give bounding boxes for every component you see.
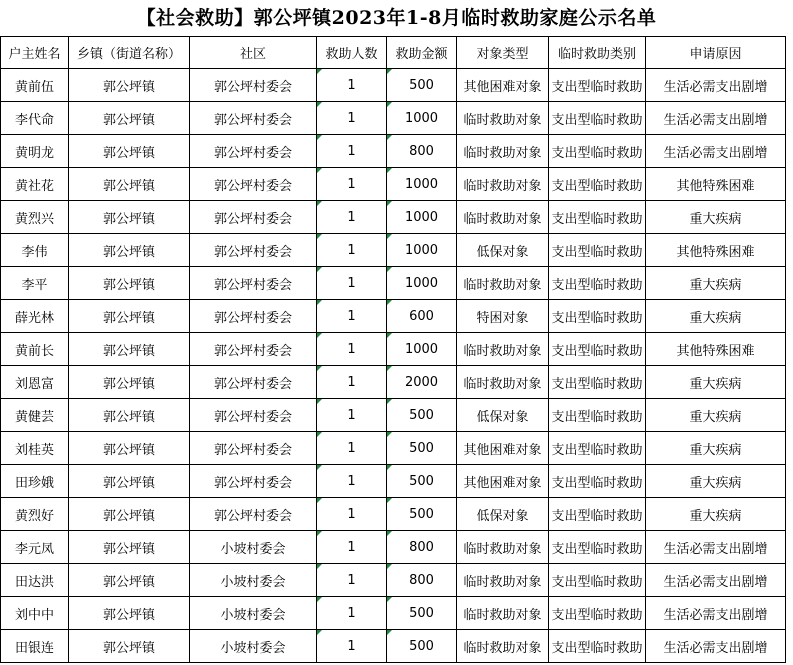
- cell-people-count: 1: [317, 69, 387, 102]
- cell-householder-name: 刘恩富: [1, 366, 69, 399]
- cell-township: 郭公坪镇: [69, 630, 190, 663]
- cell-community: 郭公坪村委会: [190, 432, 317, 465]
- cell-amount: 800: [387, 564, 457, 597]
- cell-householder-name: 李平: [1, 267, 69, 300]
- cell-householder-name: 田银连: [1, 630, 69, 663]
- cell-householder-name: 黄健芸: [1, 399, 69, 432]
- table-row: [1, 234, 786, 267]
- cell-target-type: 临时救助对象: [457, 102, 549, 135]
- cell-amount: 500: [387, 69, 457, 102]
- cell-householder-name: 李元凤: [1, 531, 69, 564]
- cell-people-count: 1: [317, 399, 387, 432]
- cell-community: 郭公坪村委会: [190, 498, 317, 531]
- cell-reason: 其他特殊困难: [646, 234, 786, 267]
- cell-amount: 800: [387, 135, 457, 168]
- cell-reason: 重大疾病: [646, 432, 786, 465]
- cell-householder-name: 李伟: [1, 234, 69, 267]
- cell-township: 郭公坪镇: [69, 234, 190, 267]
- cell-amount: 1000: [387, 168, 457, 201]
- table-row: [1, 465, 786, 498]
- cell-township: 郭公坪镇: [69, 564, 190, 597]
- page-title: 【社会救助】郭公坪镇2023年1-8月临时救助家庭公示名单: [136, 7, 657, 29]
- cell-relief-category: 支出型临时救助: [549, 498, 646, 531]
- cell-householder-name: 刘桂英: [1, 432, 69, 465]
- cell-relief-category: 支出型临时救助: [549, 102, 646, 135]
- cell-householder-name: 黄社花: [1, 168, 69, 201]
- cell-relief-category: 支出型临时救助: [549, 300, 646, 333]
- cell-amount: 500: [387, 498, 457, 531]
- cell-reason: 生活必需支出剧增: [646, 630, 786, 663]
- table-row: [1, 69, 786, 102]
- cell-householder-name: 黄明龙: [1, 135, 69, 168]
- cell-township: 郭公坪镇: [69, 465, 190, 498]
- cell-amount: 600: [387, 300, 457, 333]
- cell-relief-category: 支出型临时救助: [549, 465, 646, 498]
- cell-reason: 其他特殊困难: [646, 333, 786, 366]
- cell-community: 郭公坪村委会: [190, 267, 317, 300]
- cell-amount: 1000: [387, 333, 457, 366]
- cell-relief-category: 支出型临时救助: [549, 399, 646, 432]
- cell-relief-category: 支出型临时救助: [549, 267, 646, 300]
- cell-target-type: 低保对象: [457, 498, 549, 531]
- cell-reason: 生活必需支出剧增: [646, 564, 786, 597]
- cell-community: 郭公坪村委会: [190, 201, 317, 234]
- table-row: [1, 432, 786, 465]
- header-community: 社区: [190, 37, 317, 69]
- header-reason: 申请原因: [646, 37, 786, 69]
- relief-table: [0, 36, 786, 663]
- table-row: [1, 498, 786, 531]
- cell-people-count: 1: [317, 234, 387, 267]
- cell-amount: 500: [387, 630, 457, 663]
- table-row: [1, 300, 786, 333]
- cell-township: 郭公坪镇: [69, 531, 190, 564]
- cell-people-count: 1: [317, 333, 387, 366]
- cell-target-type: 特困对象: [457, 300, 549, 333]
- cell-township: 郭公坪镇: [69, 102, 190, 135]
- cell-township: 郭公坪镇: [69, 267, 190, 300]
- cell-people-count: 1: [317, 267, 387, 300]
- cell-amount: 500: [387, 597, 457, 630]
- cell-target-type: 低保对象: [457, 399, 549, 432]
- cell-township: 郭公坪镇: [69, 135, 190, 168]
- cell-township: 郭公坪镇: [69, 300, 190, 333]
- cell-target-type: 其他困难对象: [457, 465, 549, 498]
- cell-amount: 800: [387, 531, 457, 564]
- table-row: [1, 135, 786, 168]
- cell-community: 小坡村委会: [190, 564, 317, 597]
- cell-community: 郭公坪村委会: [190, 168, 317, 201]
- cell-target-type: 其他困难对象: [457, 69, 549, 102]
- cell-amount: 1000: [387, 201, 457, 234]
- cell-amount: 1000: [387, 267, 457, 300]
- cell-people-count: 1: [317, 597, 387, 630]
- cell-reason: 重大疾病: [646, 366, 786, 399]
- cell-people-count: 1: [317, 102, 387, 135]
- cell-people-count: 1: [317, 201, 387, 234]
- cell-target-type: 临时救助对象: [457, 333, 549, 366]
- cell-people-count: 1: [317, 630, 387, 663]
- cell-reason: 重大疾病: [646, 267, 786, 300]
- cell-people-count: 1: [317, 300, 387, 333]
- table-row: [1, 597, 786, 630]
- cell-householder-name: 李代命: [1, 102, 69, 135]
- table-row: [1, 102, 786, 135]
- header-people-count: 救助人数: [317, 37, 387, 69]
- cell-reason: 生活必需支出剧增: [646, 597, 786, 630]
- cell-reason: 重大疾病: [646, 399, 786, 432]
- cell-target-type: 临时救助对象: [457, 564, 549, 597]
- cell-community: 郭公坪村委会: [190, 135, 317, 168]
- cell-reason: 生活必需支出剧增: [646, 69, 786, 102]
- table-row: [1, 564, 786, 597]
- cell-relief-category: 支出型临时救助: [549, 630, 646, 663]
- cell-community: 郭公坪村委会: [190, 69, 317, 102]
- cell-target-type: 临时救助对象: [457, 201, 549, 234]
- header-township: 乡镇（街道名称）: [69, 37, 190, 69]
- cell-householder-name: 黄烈好: [1, 498, 69, 531]
- header-row: [1, 37, 786, 69]
- header-relief-category: 临时救助类别: [549, 37, 646, 69]
- cell-relief-category: 支出型临时救助: [549, 366, 646, 399]
- cell-people-count: 1: [317, 465, 387, 498]
- table-row: [1, 168, 786, 201]
- cell-relief-category: 支出型临时救助: [549, 201, 646, 234]
- cell-township: 郭公坪镇: [69, 498, 190, 531]
- cell-people-count: 1: [317, 432, 387, 465]
- cell-township: 郭公坪镇: [69, 597, 190, 630]
- cell-community: 郭公坪村委会: [190, 234, 317, 267]
- cell-township: 郭公坪镇: [69, 69, 190, 102]
- cell-people-count: 1: [317, 564, 387, 597]
- cell-householder-name: 薛光林: [1, 300, 69, 333]
- cell-target-type: 临时救助对象: [457, 135, 549, 168]
- cell-relief-category: 支出型临时救助: [549, 234, 646, 267]
- cell-reason: 生活必需支出剧增: [646, 531, 786, 564]
- cell-target-type: 临时救助对象: [457, 630, 549, 663]
- header-target-type: 对象类型: [457, 37, 549, 69]
- cell-community: 郭公坪村委会: [190, 333, 317, 366]
- cell-relief-category: 支出型临时救助: [549, 69, 646, 102]
- cell-relief-category: 支出型临时救助: [549, 432, 646, 465]
- cell-community: 小坡村委会: [190, 531, 317, 564]
- cell-reason: 其他特殊困难: [646, 168, 786, 201]
- cell-amount: 500: [387, 399, 457, 432]
- header-householder: 户主姓名: [1, 37, 69, 69]
- cell-people-count: 1: [317, 168, 387, 201]
- cell-people-count: 1: [317, 531, 387, 564]
- cell-target-type: 临时救助对象: [457, 597, 549, 630]
- cell-community: 郭公坪村委会: [190, 366, 317, 399]
- table-row: [1, 201, 786, 234]
- cell-relief-category: 支出型临时救助: [549, 531, 646, 564]
- cell-community: 小坡村委会: [190, 630, 317, 663]
- cell-amount: 500: [387, 465, 457, 498]
- cell-target-type: 临时救助对象: [457, 168, 549, 201]
- table-row: [1, 333, 786, 366]
- cell-householder-name: 黄前伍: [1, 69, 69, 102]
- cell-relief-category: 支出型临时救助: [549, 564, 646, 597]
- cell-reason: 重大疾病: [646, 300, 786, 333]
- cell-people-count: 1: [317, 135, 387, 168]
- cell-target-type: 临时救助对象: [457, 267, 549, 300]
- cell-township: 郭公坪镇: [69, 168, 190, 201]
- table-row: [1, 366, 786, 399]
- cell-township: 郭公坪镇: [69, 333, 190, 366]
- cell-community: 郭公坪村委会: [190, 399, 317, 432]
- cell-amount: 1000: [387, 102, 457, 135]
- cell-township: 郭公坪镇: [69, 366, 190, 399]
- table-row: [1, 267, 786, 300]
- cell-amount: 2000: [387, 366, 457, 399]
- cell-relief-category: 支出型临时救助: [549, 135, 646, 168]
- cell-reason: 生活必需支出剧增: [646, 102, 786, 135]
- cell-relief-category: 支出型临时救助: [549, 333, 646, 366]
- cell-community: 小坡村委会: [190, 597, 317, 630]
- cell-township: 郭公坪镇: [69, 201, 190, 234]
- cell-people-count: 1: [317, 498, 387, 531]
- cell-reason: 重大疾病: [646, 201, 786, 234]
- header-amount: 救助金额: [387, 37, 457, 69]
- table-row: [1, 531, 786, 564]
- cell-householder-name: 黄前长: [1, 333, 69, 366]
- cell-community: 郭公坪村委会: [190, 300, 317, 333]
- table-row: [1, 399, 786, 432]
- table-row: [1, 630, 786, 663]
- cell-people-count: 1: [317, 366, 387, 399]
- cell-township: 郭公坪镇: [69, 432, 190, 465]
- cell-reason: 重大疾病: [646, 498, 786, 531]
- cell-relief-category: 支出型临时救助: [549, 168, 646, 201]
- cell-township: 郭公坪镇: [69, 399, 190, 432]
- cell-reason: 生活必需支出剧增: [646, 135, 786, 168]
- cell-target-type: 临时救助对象: [457, 366, 549, 399]
- cell-target-type: 低保对象: [457, 234, 549, 267]
- cell-amount: 1000: [387, 234, 457, 267]
- cell-householder-name: 田珍娥: [1, 465, 69, 498]
- cell-reason: 重大疾病: [646, 465, 786, 498]
- cell-relief-category: 支出型临时救助: [549, 597, 646, 630]
- cell-householder-name: 刘中中: [1, 597, 69, 630]
- cell-amount: 500: [387, 432, 457, 465]
- cell-community: 郭公坪村委会: [190, 465, 317, 498]
- cell-target-type: 其他困难对象: [457, 432, 549, 465]
- table-body: [1, 69, 786, 663]
- cell-householder-name: 黄烈兴: [1, 201, 69, 234]
- cell-community: 郭公坪村委会: [190, 102, 317, 135]
- cell-householder-name: 田达洪: [1, 564, 69, 597]
- cell-target-type: 临时救助对象: [457, 531, 549, 564]
